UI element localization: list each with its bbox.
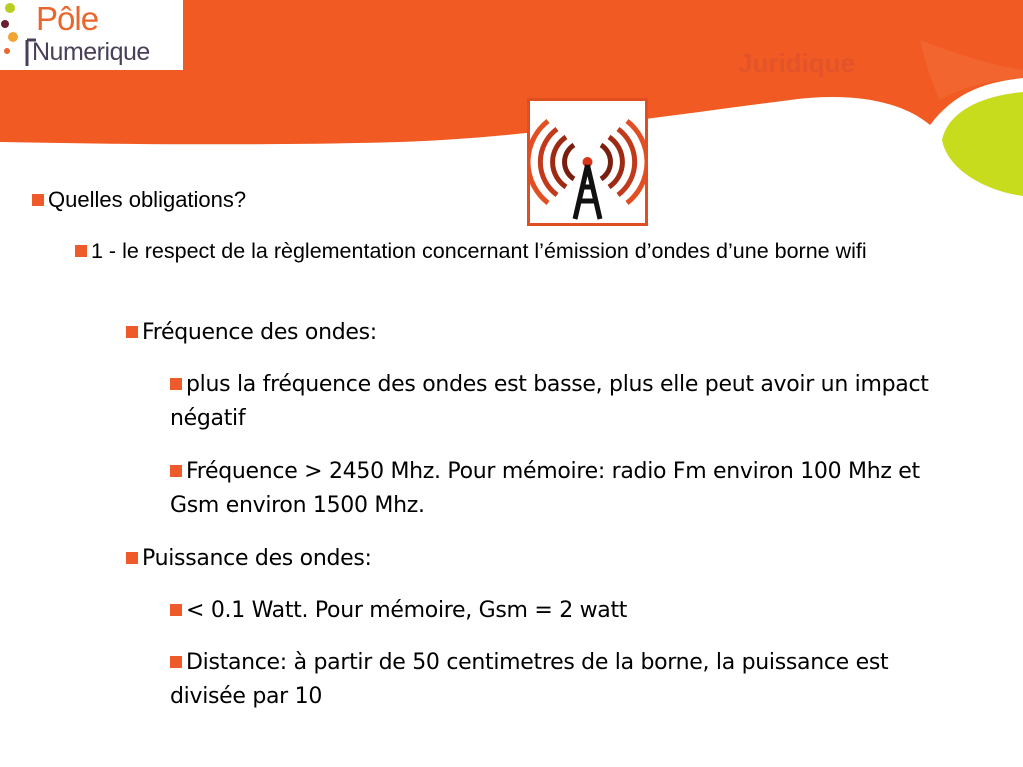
list-item-level1: Quelles obligations? [32,186,246,214]
logo-text-pole: Pôle [36,0,99,37]
bullet-icon [126,552,138,564]
list-item-level4: < 0.1 Watt. Pour mémoire, Gsm = 2 watt [170,594,627,628]
logo-text-numerique: Numerique [32,38,150,66]
logo [0,0,183,70]
list-item-level3: Fréquence des ondes: [126,316,377,350]
antenna-picture [527,98,648,226]
wifi-antenna-icon [530,101,645,223]
list-item-level4: Fréquence > 2450 Mhz. Pour mémoire: radio Fm environ 100 Mhz et Gsm environ 1500 Mhz. [170,459,920,518]
list-item-level4: Distance: à partir de 50 centimetres de la borne, la puissance est divisée par 10 [170,650,889,709]
list-item-level3: Puissance des ondes: [126,542,372,576]
list-item-level2: 1 - le respect de la règlementation concernant l’émission d’ondes d’une borne wifi [75,236,1005,267]
bullet-icon [170,378,182,390]
bullet-icon [126,326,138,338]
bullet-icon [32,194,44,206]
bullet-icon [75,245,87,257]
bullet-icon [170,656,182,668]
bullet-icon [170,604,182,616]
bullet-icon [170,465,182,477]
page-title: Juridique [737,48,855,78]
green-accent-shape [942,92,1023,196]
list-item-level4: plus la fréquence des ondes est basse, plus elle peut avoir un impact négatif [170,372,929,431]
